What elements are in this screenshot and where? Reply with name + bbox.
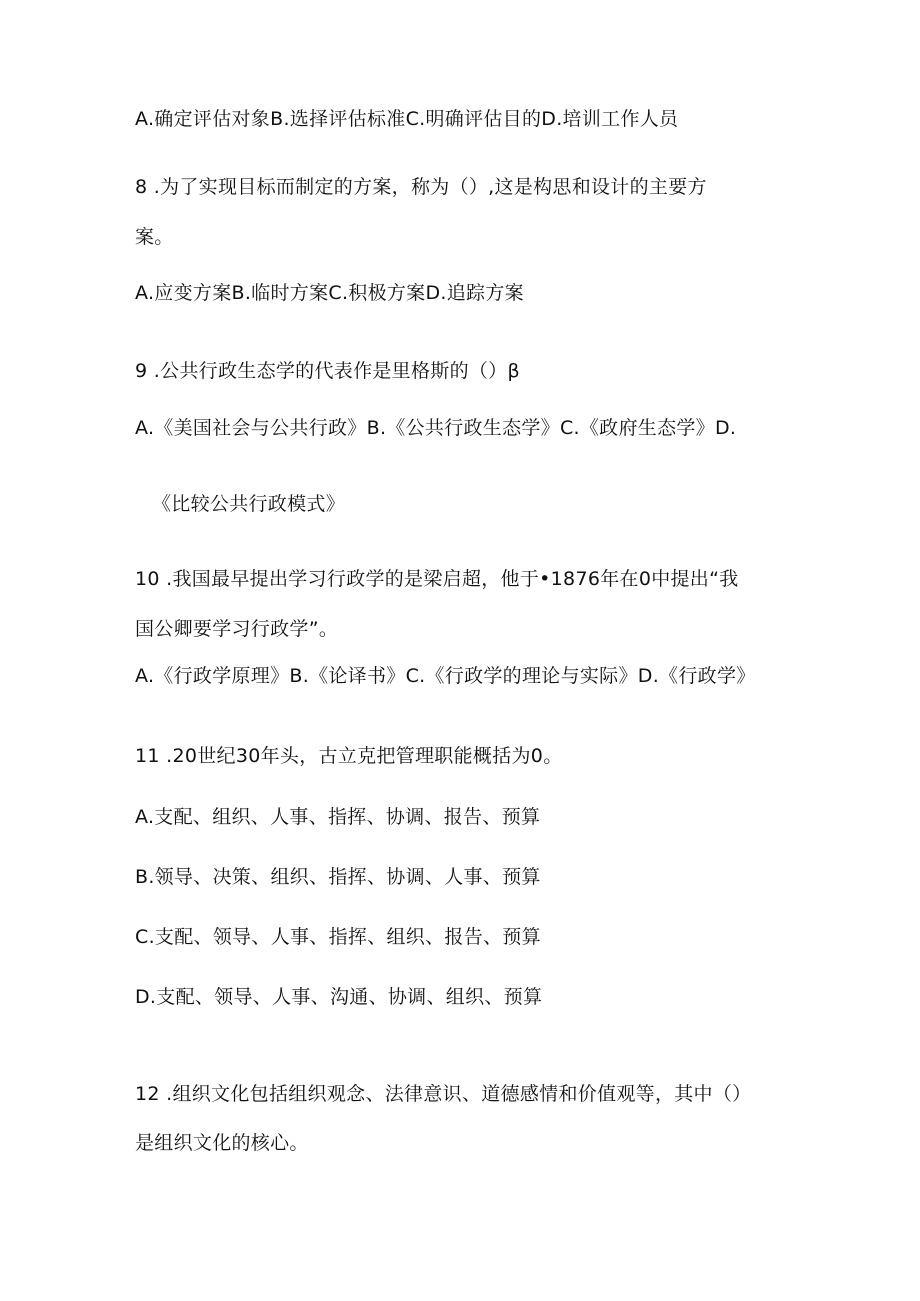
q8-question-continued: 案。: [135, 226, 174, 248]
q12-question: 12 .组织文化包括组织观念、法律意识、道德感情和价值观等，其中（）: [135, 1083, 752, 1105]
q11-option-a: A.支配、组织、人事、指挥、协调、报告、预算: [135, 806, 541, 828]
q7-options: A.确定评估对象B.选择评估标准C.明确评估目的D.培训工作人员: [135, 108, 679, 130]
q11-option-b: B.领导、决策、组织、指挥、协调、人事、预算: [135, 866, 541, 888]
q8-options: A.应变方案B.临时方案C.积极方案D.追踪方案: [135, 282, 524, 304]
q12-question-continued: 是组织文化的核心。: [135, 1132, 309, 1154]
q11-option-c: C.支配、领导、人事、指挥、组织、报告、预算: [135, 926, 541, 948]
q9-options-continued: 《比较公共行政模式》: [152, 493, 346, 515]
q11-question: 11 .20世纪30年头，古立克把管理职能概括为0。: [135, 745, 563, 767]
q8-question: 8 .为了实现目标而制定的方案，称为（）,这是构思和设计的主要方: [135, 176, 707, 198]
q9-options: A.《美国社会与公共行政》B.《公共行政生态学》C.《政府生态学》D.: [135, 417, 737, 439]
q11-option-d: D.支配、领导、人事、沟通、协调、组织、预算: [135, 986, 543, 1008]
q10-options: A.《行政学原理》B.《论译书》C.《行政学的理论与实际》D.《行政学》: [135, 665, 756, 687]
q9-question: 9 .公共行政生态学的代表作是里格斯的（）β: [135, 360, 520, 382]
q10-question: 10 .我国最早提出学习行政学的是梁启超，他于•1876年在0中提出“我: [135, 568, 739, 590]
q10-question-continued: 国公卿要学习行政学”。: [135, 618, 339, 640]
